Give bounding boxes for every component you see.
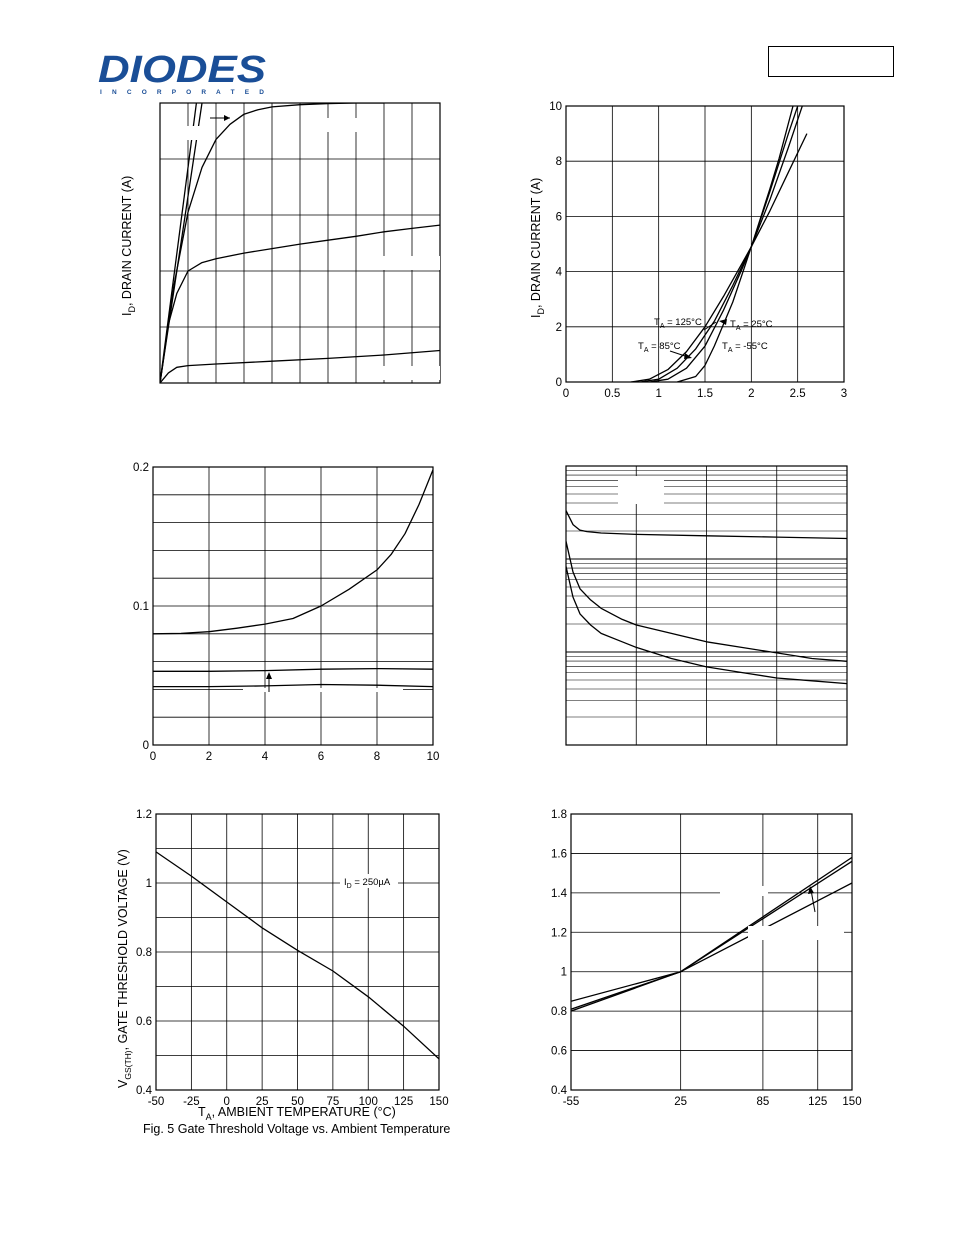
x-tick-label: 4 (261, 751, 269, 763)
figure-caption-fig5: Fig. 5 Gate Threshold Voltage vs. Ambient Temperature (143, 1122, 451, 1136)
y-tick-label: 0.6 (136, 1016, 152, 1028)
label-mask (325, 118, 380, 132)
y-tick-label: 1.2 (136, 809, 152, 821)
x-tick-label: 3 (840, 388, 848, 400)
x-tick-label: 0 (223, 1096, 230, 1108)
part-number-box (768, 46, 894, 77)
chart-fig1-output-characteristics (100, 96, 460, 396)
annotation-arrowhead (266, 672, 272, 679)
annotation-ta-minus55c: $T_A = -55^\circ C$ (722, 341, 768, 354)
annotation-ta-85c: $T_A = 85^\circ C$ (638, 341, 681, 354)
series-line-3 (571, 883, 852, 1001)
x-tick-label: -25 (183, 1096, 200, 1108)
series-line-2 (153, 669, 433, 672)
x-tick-label: 125 (394, 1096, 414, 1108)
y-tick-label: 1.4 (551, 887, 567, 900)
y-tick-label: 4 (555, 266, 562, 279)
x-tick-label: -55 (562, 1096, 580, 1108)
y-tick-label: 0.6 (551, 1045, 567, 1058)
x-tick-label: 100 (358, 1096, 378, 1108)
x-tick-label: 8 (373, 751, 381, 763)
annotation-ta-25c: $T_A = 25^\circ C$ (730, 319, 773, 332)
y-tick-label: 8 (555, 156, 562, 169)
label-mask (184, 126, 214, 140)
x-tick-label: 75 (326, 1096, 340, 1108)
x-tick-label: 2 (748, 388, 755, 400)
y-tick-label: 0.4 (551, 1085, 567, 1097)
x-tick-label: 2 (205, 751, 213, 763)
y-tick-label: 1.6 (551, 848, 567, 861)
x-tick-label: 1.5 (697, 388, 713, 400)
x-tick-label: 85 (756, 1096, 770, 1108)
y-tick-label: 1.2 (551, 927, 567, 940)
y-tick-label: 0.2 (133, 462, 149, 474)
chart-fig4-log-scale (520, 460, 860, 760)
chart-extras (184, 115, 440, 380)
y-tick-label: 10 (549, 101, 562, 113)
chart-annotations (340, 874, 398, 890)
y-tick-label: 1 (560, 966, 567, 979)
chart-fig3-on-resistance-vs-current (100, 460, 460, 772)
series-line-1 (153, 470, 433, 634)
x-tick-label: 1 (655, 388, 662, 400)
label-mask (618, 476, 664, 504)
label-mask (748, 926, 844, 940)
series-line-3 (153, 685, 433, 687)
x-axis-label: $T_A$, AMBIENT TEMPERATURE (°C) (198, 1105, 396, 1122)
annotation-id-250ua: $I_D = 250\mu A$ (344, 877, 391, 890)
y-tick-label: 1 (145, 878, 152, 890)
x-tick-label: 10 (426, 751, 440, 763)
x-tick-label: 6 (317, 751, 325, 763)
x-tick-label: 150 (842, 1096, 862, 1108)
x-tick-label: 125 (808, 1096, 828, 1108)
chart-grid (160, 103, 440, 383)
chart-extras (618, 476, 664, 504)
x-tick-label: 0 (149, 751, 157, 763)
y-tick-label: 0.1 (133, 601, 149, 613)
label-mask (720, 886, 768, 896)
y-tick-label: 0.8 (551, 1006, 567, 1019)
x-tick-label: 50 (291, 1096, 304, 1108)
label-mask (243, 688, 403, 692)
annotation-arrowhead (224, 115, 230, 121)
y-tick-label: 0.8 (136, 947, 152, 959)
label-mask (382, 256, 440, 270)
y-axis-label: $I_D$, DRAIN CURRENT (A) (120, 175, 137, 316)
y-tick-label: 0 (142, 740, 149, 752)
y-axis-label: $V_{GS(TH)}$, GATE THRESHOLD VOLTAGE (V) (116, 849, 133, 1088)
chart-fig2-transfer-characteristics (520, 96, 860, 408)
chart-grid (566, 466, 847, 745)
chart-tick-labels (136, 809, 449, 1108)
x-tick-label: 150 (429, 1096, 449, 1108)
y-axis-label: $I_D$, DRAIN CURRENT (A) (529, 177, 546, 318)
chart-grid (153, 467, 433, 745)
annotation-ta-125c: $T_A = 125^\circ C$ (654, 317, 702, 330)
x-tick-label: -50 (147, 1096, 165, 1108)
diodes-logo (98, 48, 270, 96)
y-tick-label: 6 (555, 211, 562, 224)
x-tick-label: 0.5 (604, 388, 621, 400)
label-mask (382, 366, 440, 380)
chart-fig5-gate-threshold-vs-temperature (100, 800, 460, 1130)
logo-subtext: I N C O R P O R A T E D (100, 89, 264, 96)
chart-grid (156, 814, 439, 1090)
x-tick-label: 25 (674, 1096, 688, 1108)
x-tick-label: 0 (562, 388, 570, 400)
y-tick-label: 2 (555, 321, 562, 334)
chart-grid (566, 106, 844, 382)
y-tick-label: 1.8 (551, 809, 567, 821)
y-tick-label: 0 (555, 377, 562, 389)
x-tick-label: 2.5 (789, 388, 806, 400)
chart-extras (243, 672, 403, 692)
y-tick-label: 0.4 (136, 1085, 152, 1097)
x-tick-label: 25 (255, 1096, 269, 1108)
logo-wordmark: DIODES (98, 49, 266, 91)
chart-fig6-normalized-vs-temperature (520, 800, 860, 1112)
chart-tick-labels (133, 462, 439, 763)
